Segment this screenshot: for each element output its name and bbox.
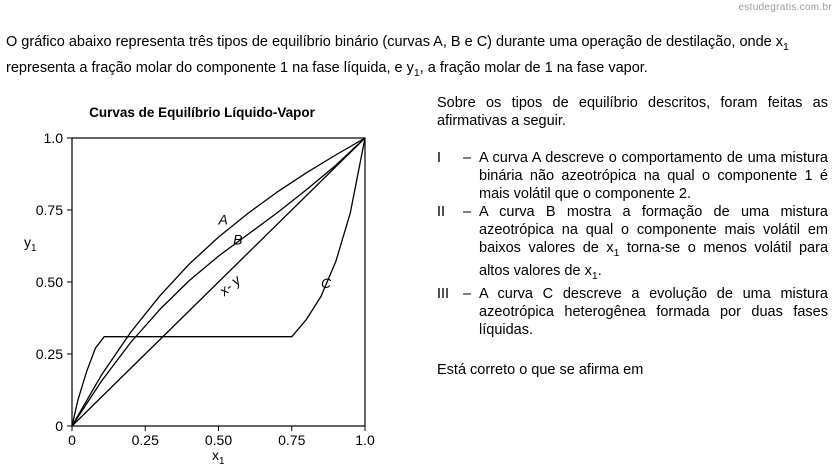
y-tick-label: 0.75 (35, 202, 63, 218)
x-tick-label: 0.75 (278, 432, 306, 448)
question-prompt: Está correto o que se afirma em (437, 361, 644, 378)
statement-i: I – A curva A descreve o comportamento de uma mistura binária não azeotrópica na qual o componente 1 é mais volátil que o componente 2. (437, 150, 828, 202)
x-tick-label: 1.0 (355, 432, 375, 448)
x-axis-label: $x_1$ (212, 447, 225, 467)
statement-ii: II – A curva B mostra a formação de uma mistura azeotrópica na qual o componente mais volátil em baixos valores de $x_1$ torna-se o menos volátil para altos valores de $x_1$. (437, 204, 829, 282)
site-watermark: estudegratis.com.br (738, 2, 832, 13)
statement-iii: III – A curva C descreve a evolução de uma mistura azeotrópica heterogênea formada por duas fases líquidas. (437, 285, 828, 338)
x-tick-label: 0.25 (131, 432, 159, 448)
x-tick-label: 0 (68, 432, 76, 448)
y-tick-label: 0.25 (35, 346, 63, 362)
statements-lead: Sobre os tipos de equilíbrio descritos, foram feitas as afirmativas a seguir. (437, 95, 828, 129)
curve-label: B (233, 231, 243, 248)
y-tick-label: 1.0 (43, 130, 63, 146)
question-intro: O gráfico abaixo representa três tipos de equilíbrio binário (curvas A, B e C) durante uma operação de destilação, onde $x_1$ representa a fração molar do componente 1 na fase líquida, e $y_1$, a fração molar de 1 na fase vapor. (6, 34, 789, 79)
y-tick-label: 0.50 (35, 274, 63, 290)
equilibrium-chart (0, 96, 430, 472)
y-tick-label: 0 (55, 418, 63, 434)
x-tick-label: 0.50 (204, 432, 233, 448)
statements-panel (437, 94, 828, 379)
curve-label: C (321, 274, 332, 291)
curve-labels (215, 211, 332, 299)
curve-label: x- y (216, 271, 244, 299)
curve-label: A (218, 211, 228, 228)
y-axis-label: $y_1$ (24, 234, 37, 254)
chart-title: Curvas de Equilíbrio Líquido-Vapor (89, 105, 315, 120)
